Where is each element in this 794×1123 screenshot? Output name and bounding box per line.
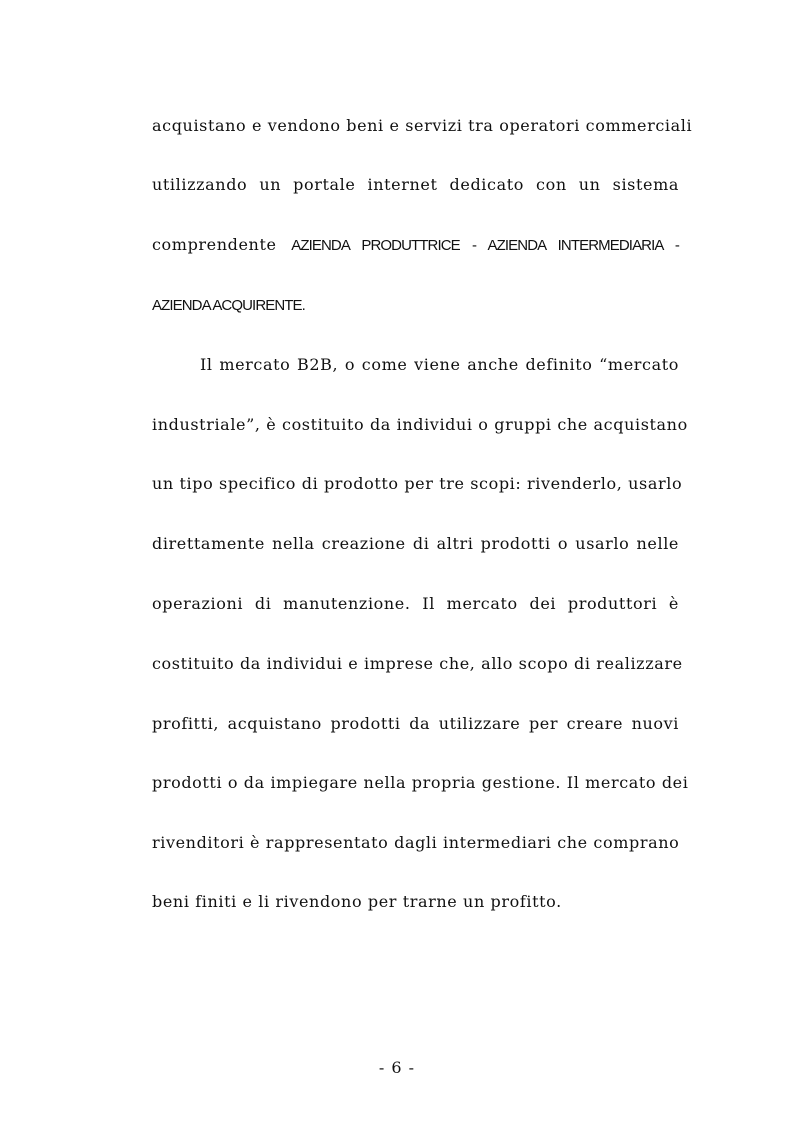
text-line-13: rivenditori è rappresentato dagli intermediari che comprano: [152, 833, 680, 852]
text-line-4: [152, 295, 679, 316]
text-line-7: un tipo specifico di prodotto per tre scopi: rivenderlo, usarlo: [152, 474, 683, 493]
text-line-8: direttamente nella creazione di altri prodotti o usarlo nelle: [152, 534, 679, 553]
text-line-2: utilizzando un portale internet dedicato con un sistema: [152, 175, 679, 194]
text-line-11: profitti, acquistano prodotti da utilizzare per creare nuovi: [152, 714, 679, 733]
page-number: - 6 -: [378, 1058, 416, 1077]
company-buyer-text: AZIENDA ACQUIRENTE.: [152, 297, 305, 314]
text-line-1: acquistano e vendono beni e servizi tra operatori commerciali: [152, 116, 693, 135]
text-line-5: Il mercato B2B, o come viene anche definito “mercato: [200, 355, 679, 374]
text-line-10: costituito da individui e imprese che, allo scopo di realizzare: [152, 654, 683, 673]
text-line-14: beni finiti e li rivendono per trarne un profitto.: [152, 892, 562, 911]
text-line-6: industriale”, è costituito da individui o gruppi che acquistano: [152, 415, 688, 434]
company-chain-text: AZIENDA PRODUTTRICE - AZIENDA INTERMEDIARIA -: [291, 237, 679, 254]
text-line-12: prodotti o da impiegare nella propria gestione. Il mercato dei: [152, 773, 689, 792]
text-line-3: [152, 235, 679, 256]
text-line-9: operazioni di manutenzione. Il mercato dei produttori è: [152, 594, 679, 613]
text-word-comprendente: comprendente: [152, 235, 277, 254]
